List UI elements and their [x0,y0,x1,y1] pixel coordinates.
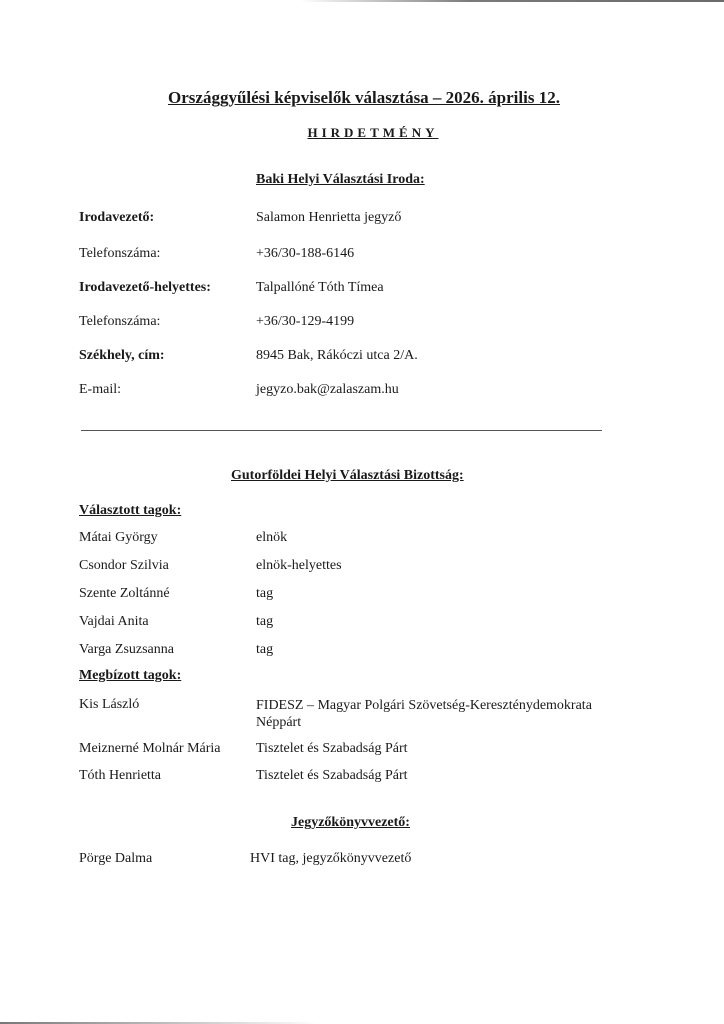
office-value-phone: +36/30-188-6146 [256,246,355,261]
delegated-member-party: Tisztelet és Szabadság Párt [256,741,408,756]
delegated-member-name: Meiznerné Molnár Mária [79,741,221,756]
elected-member-name: Szente Zoltánné [79,586,170,601]
document-title: Országgyűlési képviselők választása – 2026. április 12. [168,88,560,107]
document-subtitle: HIRDETMÉNY [307,125,439,140]
elected-member-role: tag [256,614,274,629]
elected-member-role: elnök [256,530,288,545]
office-label-phone: Telefonszáma: [79,246,161,261]
recorder-role: HVI tag, jegyzőkönyvvezető [250,851,412,866]
office-value-head: Salamon Henrietta jegyző [256,210,402,225]
office-value-address: 8945 Bak, Rákóczi utca 2/A. [256,348,418,363]
elected-member-name: Mátai György [79,530,158,545]
elected-member-name: Csondor Szilvia [79,558,169,573]
elected-member-name: Varga Zsuzsanna [79,642,174,657]
delegated-member-name: Kis László [79,697,140,712]
office-label-deputy: Irodavezető-helyettes: [79,280,211,295]
delegated-member-name: Tóth Henrietta [79,768,162,783]
office-value-email[interactable]: jegyzo.bak@zalaszam.hu [256,382,399,397]
office-label-deputy-phone: Telefonszáma: [79,314,161,329]
office-label-head: Irodavezető: [79,210,155,225]
office-heading: Baki Helyi Választási Iroda: [256,172,425,187]
recorder-name: Pörge Dalma [79,851,153,866]
recorder-heading: Jegyzőkönyvvezető: [291,815,410,830]
elected-member-role: tag [256,642,274,657]
office-label-email: E-mail: [79,382,121,397]
committee-heading: Gutorföldei Helyi Választási Bizottság: [231,468,464,483]
office-value-deputy: Talpallóné Tóth Tímea [256,280,384,295]
office-value-deputy-phone: +36/30-129-4199 [256,314,355,329]
elected-heading: Választott tagok: [79,503,182,518]
office-label-address: Székhely, cím: [79,348,165,363]
elected-member-name: Vajdai Anita [79,614,149,629]
delegated-member-party: FIDESZ – Magyar Polgári Szövetség-Kereszténydemokrata Néppárt [256,698,592,730]
scan-edge-top [300,0,724,2]
delegated-heading: Megbízott tagok: [79,668,182,683]
elected-member-role: tag [256,586,274,601]
section-divider [81,430,602,431]
elected-member-role: elnök-helyettes [256,558,342,573]
delegated-member-party: Tisztelet és Szabadság Párt [256,768,408,783]
